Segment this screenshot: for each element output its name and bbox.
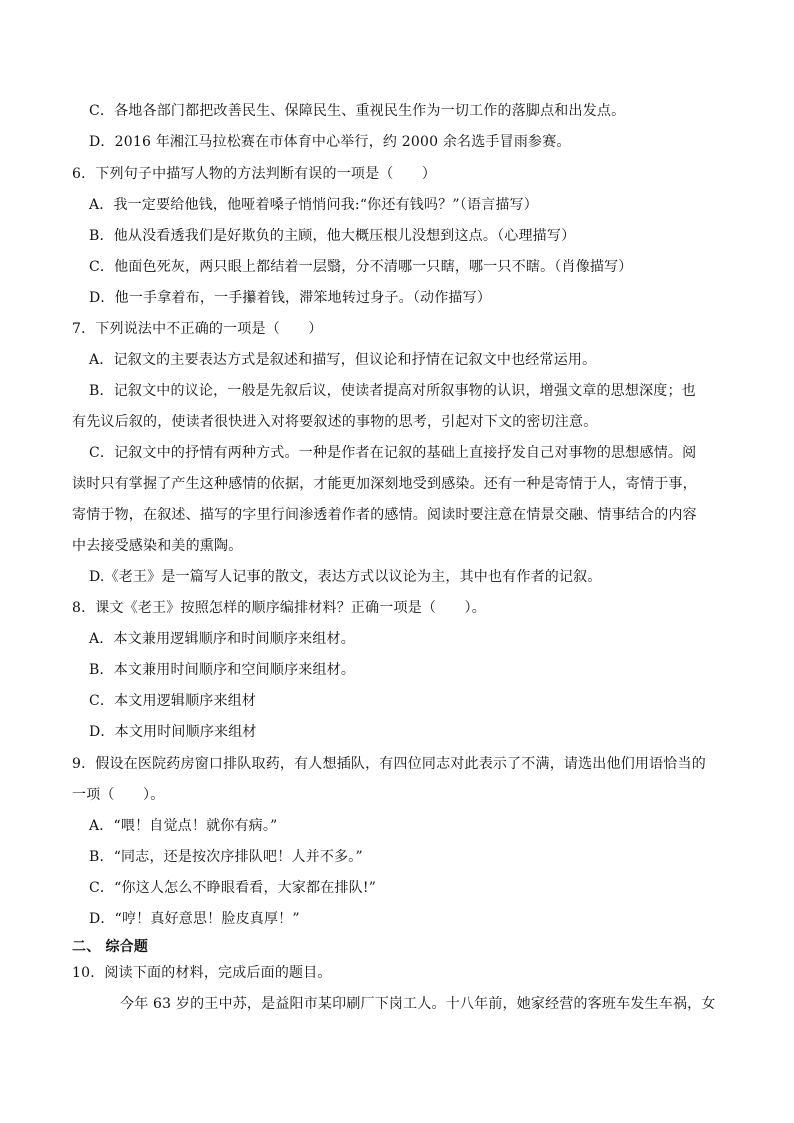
q8-option-c: C．本文用逻辑顺序来组材 [89, 693, 257, 709]
q6-option-d: D．他一手拿着布，一手攥着钱，滞笨地转过身子。（动作描写） [89, 290, 492, 306]
q5-option-c: C．各地各部门都把改善民生、保障民生、重视民生作为一切工作的落脚点和出发点。 [89, 103, 626, 119]
q6-option-b: B．他从没看透我们是好欺负的主顾，他大概压根儿没想到这点。（心理描写） [89, 228, 576, 244]
question-9-stem-continued: 一项（ ）。 [72, 787, 165, 803]
reading-passage-line: 今年 63 岁的王中苏，是益阳市某印刷厂下岗工人。十八年前，她家经营的客班车发生车祸，女 [120, 996, 716, 1012]
q9-option-a: A．“喂！自觉点！就你有病。” [89, 818, 278, 834]
q8-option-d: D．本文用时间顺序来组材 [89, 724, 257, 740]
q7-option-a: A．记叙文的主要表达方式是叙述和描写，但议论和抒情在记叙文中也经常运用。 [89, 352, 597, 368]
question-8-stem: 8．课文《老王》按照怎样的顺序编排材料？正确一项是（ ）。 [72, 600, 486, 616]
q7-option-c: C．记叙文中的抒情有两种方式。一种是作者在记叙的基础上直接抒发自己对事物的思想感情。阅 [89, 445, 697, 461]
q6-option-a: A．我一定要给他钱，他哑着嗓子悄悄问我:“你还有钱吗？”（语言描写） [89, 197, 538, 213]
question-10-stem: 10．阅读下面的材料，完成后面的题目。 [72, 965, 332, 981]
q7-option-c-continued-1: 读时只有掌握了产生这种感情的依据，才能更加深刻地受到感染。还有一种是寄情于人，寄情于事， [72, 476, 697, 492]
q5-option-d: D．2016 年湘江马拉松赛在市体育中心举行，约 2000 余名选手冒雨参赛。 [89, 134, 571, 150]
q7-option-c-continued-2: 寄情于物，在叙述、描写的字里行间渗透着作者的感情。阅读时要注意在情景交融、情事结合的内容 [72, 507, 697, 523]
question-7-stem: 7．下列说法中不正确的一项是（ ） [72, 321, 323, 337]
q8-option-a: A．本文兼用逻辑顺序和时间顺序来组材。 [89, 631, 355, 647]
q9-option-d: D．“哼！真好意思！脸皮真厚！” [89, 911, 300, 927]
section-heading: 二、 综合题 [72, 939, 149, 955]
q7-option-d: D.《老王》是一篇写人记事的散文，表达方式以议论为主，其中也有作者的记叙。 [89, 569, 602, 585]
q8-option-b: B．本文兼用时间顺序和空间顺序来组材。 [89, 662, 356, 678]
q7-option-b: B．记叙文中的议论，一般是先叙后议，使读者提高对所叙事物的认识，增强文章的思想深度；也 [89, 383, 696, 399]
q9-option-b: B．“同志，还是按次序排队吧！人并不多。” [89, 849, 363, 865]
q9-option-c: C．“你这人怎么不睁眼看看，大家都在排队!” [89, 880, 377, 896]
q7-option-b-continued: 有先议后叙的，使读者很快进入对将要叙述的事物的思考，引起对下文的密切注意。 [72, 414, 598, 430]
question-6-stem: 6．下列句子中描写人物的方法判断有误的一项是（ ） [72, 166, 437, 182]
q6-option-c: C．他面色死灰，两只眼上都结着一层翳，分不清哪一只瞎，哪一只不瞎。（肖像描写） [89, 259, 633, 275]
question-9-stem: 9．假设在医院药房窗口排队取药，有人想插队，有四位同志对此表示了不满，请选出他们用语恰当的 [72, 756, 706, 772]
q7-option-c-continued-3: 中去接受感染和美的熏陶。 [72, 538, 243, 554]
